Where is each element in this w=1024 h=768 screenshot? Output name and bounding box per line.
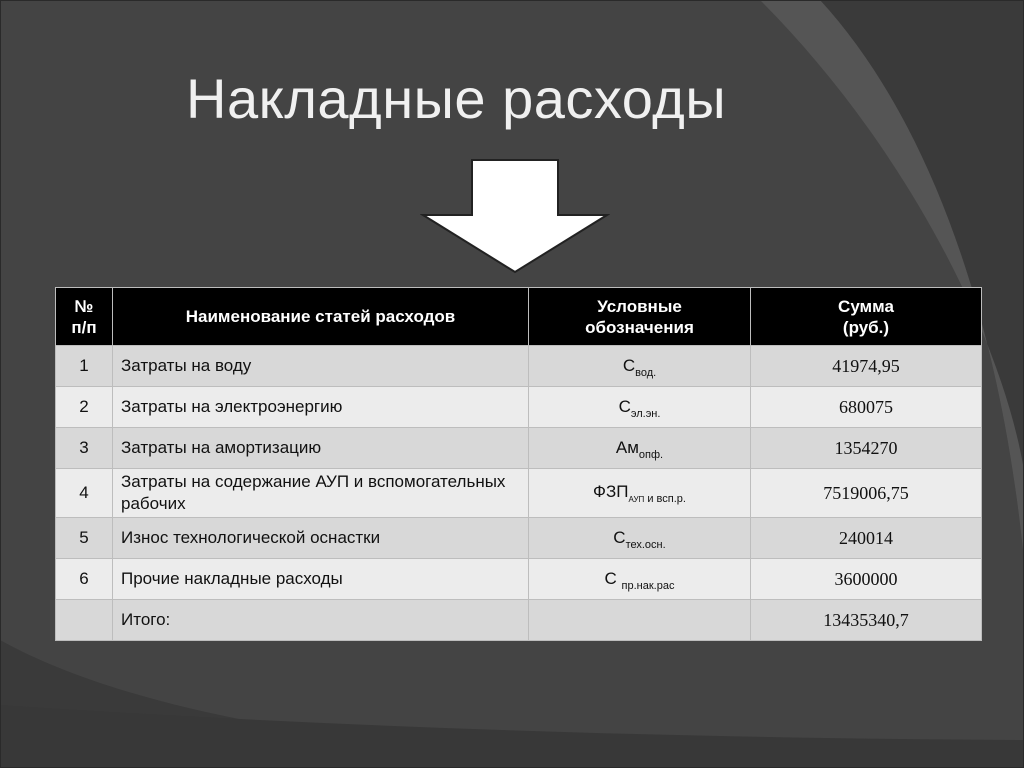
row-num: 4 (56, 469, 113, 518)
header-code-line2: обозначения (585, 317, 694, 337)
code-main: С (618, 397, 631, 416)
code-subscript: вод. (635, 367, 657, 379)
row-sum: 680075 (751, 387, 982, 428)
row-name: Затраты на электроэнергию (113, 387, 529, 428)
code-main: Ам (615, 438, 639, 457)
header-sum (751, 288, 982, 346)
code-subscript-extra: и всп.р. (644, 492, 686, 505)
row-name: Затраты на воду (113, 346, 529, 387)
row-num: 2 (56, 387, 113, 428)
row-name: Прочие накладные расходы (113, 559, 529, 600)
row-num: 3 (56, 428, 113, 469)
row-code (529, 518, 751, 559)
table-row (56, 559, 982, 600)
row-num: 6 (56, 559, 113, 600)
table-row (56, 346, 982, 387)
total-code (529, 600, 751, 641)
row-code (529, 559, 751, 600)
header-code (529, 288, 751, 346)
total-sum: 13435340,7 (751, 600, 982, 641)
row-code (529, 469, 751, 518)
header-num-line1: № (74, 296, 94, 316)
row-sum: 41974,95 (751, 346, 982, 387)
total-label: Итого: (113, 600, 529, 641)
row-code (529, 387, 751, 428)
code-main: С (622, 356, 636, 375)
code-subscript: АУП (628, 494, 645, 504)
table-total-row (56, 600, 982, 641)
header-name: Наименование статей расходов (113, 288, 529, 346)
code-subscript: опф. (638, 449, 664, 461)
table-row (56, 387, 982, 428)
row-num: 5 (56, 518, 113, 559)
table-row (56, 428, 982, 469)
total-num (56, 600, 113, 641)
table-row (56, 469, 982, 518)
row-sum: 1354270 (751, 428, 982, 469)
code-subscript: эл.эн. (630, 408, 661, 420)
header-sum-line1: Сумма (838, 296, 894, 316)
code-main: С (613, 528, 626, 547)
row-code (529, 346, 751, 387)
code-subscript: пр.нак.рас (621, 580, 675, 592)
overhead-costs-table (55, 287, 982, 641)
header-code-line1: Условные (597, 296, 682, 316)
header-num (56, 288, 113, 346)
code-main: С (604, 569, 622, 588)
row-sum: 240014 (751, 518, 982, 559)
row-sum: 3600000 (751, 559, 982, 600)
slide-title: Накладные расходы (186, 67, 727, 130)
table-header-row (56, 288, 982, 346)
down-arrow-icon (420, 157, 610, 275)
row-name: Затраты на амортизацию (113, 428, 529, 469)
table-row (56, 518, 982, 559)
row-num: 1 (56, 346, 113, 387)
header-sum-line2: (руб.) (842, 317, 890, 337)
code-subscript: тех.осн. (625, 539, 666, 551)
header-num-line2: п/п (71, 317, 97, 337)
row-sum: 7519006,75 (751, 469, 982, 518)
row-name: Затраты на содержание АУП и вспомогательных рабочих (113, 469, 529, 518)
code-main: ФЗП (593, 481, 629, 501)
row-name: Износ технологической оснастки (113, 518, 529, 559)
row-code (529, 428, 751, 469)
